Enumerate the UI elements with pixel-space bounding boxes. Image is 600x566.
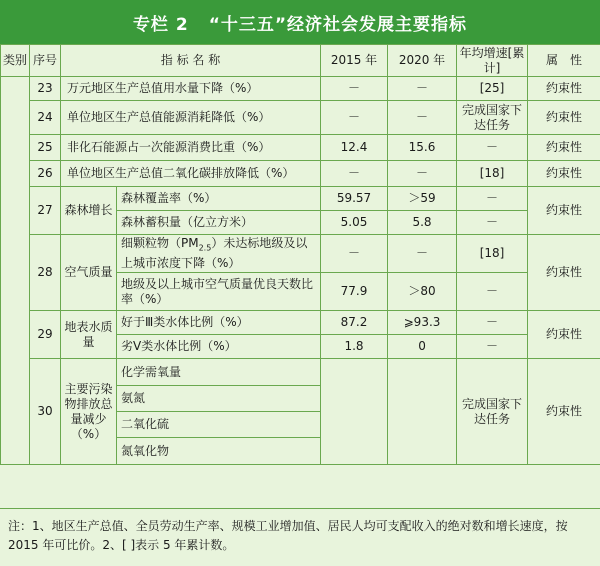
attr-cell: 约束性 — [528, 187, 600, 235]
header-attr: 属 性 — [528, 45, 600, 77]
table-row — [1, 161, 600, 187]
attr-cell: 约束性 — [528, 359, 600, 465]
growth-cell: － — [457, 187, 528, 211]
header-name: 指 标 名 称 — [61, 45, 321, 77]
growth-cell: － — [457, 311, 528, 335]
indicator-name: 氨氮 — [117, 386, 321, 412]
value-2020: － — [388, 235, 457, 273]
growth-cell: 完成国家下达任务 — [457, 101, 528, 135]
value-2015: － — [321, 101, 388, 135]
group-label: 空气质量 — [61, 235, 117, 311]
table-row — [1, 359, 600, 386]
attr-cell: 约束性 — [528, 77, 600, 101]
indicator-name: 森林蓄积量（亿立方米） — [117, 211, 321, 235]
growth-cell: [25] — [457, 77, 528, 101]
indicator-table — [0, 44, 600, 465]
value-2020: ＞80 — [388, 273, 457, 311]
table-row — [1, 187, 600, 211]
attr-cell: 约束性 — [528, 101, 600, 135]
growth-cell: － — [457, 335, 528, 359]
seq-cell: 28 — [30, 235, 61, 311]
value-2015: － — [321, 235, 388, 273]
value-2020: － — [388, 161, 457, 187]
page-title — [0, 0, 600, 44]
name-part: 细颗粒物（PM — [121, 236, 199, 251]
value-2020: ＞59 — [388, 187, 457, 211]
footnote: 注：1、地区生产总值、全员劳动生产率、规模工业增加值、居民人均可支配收入的绝对数和增长速度，按 2015 年可比价。2、[ ]表示 5 年累计数。 — [0, 508, 600, 566]
indicator-name: 二氧化硫 — [117, 412, 321, 438]
table-row — [1, 135, 600, 161]
title-main: “十三五”经济社会发展主要指标 — [208, 14, 468, 35]
growth-cell: － — [457, 273, 528, 311]
seq-cell: 26 — [30, 161, 61, 187]
indicator-name: 万元地区生产总值用水量下降（%） — [61, 77, 321, 101]
header-category: 类别 — [1, 45, 30, 77]
value-2015: 87.2 — [321, 311, 388, 335]
table-row — [1, 101, 600, 135]
indicator-name: 好于Ⅲ类水体比例（%） — [117, 311, 321, 335]
seq-cell: 27 — [30, 187, 61, 235]
indicator-name: 单位地区生产总值二氧化碳排放降低（%） — [61, 161, 321, 187]
indicator-name: 地级及以上城市空气质量优良天数比率（%） — [117, 273, 321, 311]
value-2015: 77.9 — [321, 273, 388, 311]
category-cell — [1, 77, 30, 465]
value-2015: 59.57 — [321, 187, 388, 211]
growth-cell: － — [457, 211, 528, 235]
table-row — [1, 311, 600, 335]
value-2020: 15.6 — [388, 135, 457, 161]
attr-cell: 约束性 — [528, 311, 600, 359]
value-2015 — [321, 359, 388, 465]
value-2015: 1.8 — [321, 335, 388, 359]
growth-cell: － — [457, 135, 528, 161]
growth-cell: 完成国家下达任务 — [457, 359, 528, 465]
header-2015: 2015 年 — [321, 45, 388, 77]
value-2015: － — [321, 77, 388, 101]
attr-cell: 约束性 — [528, 235, 600, 311]
group-label: 地表水质量 — [61, 311, 117, 359]
title-prefix: 专栏 2 — [132, 14, 189, 35]
value-2015: － — [321, 161, 388, 187]
seq-cell: 29 — [30, 311, 61, 359]
indicator-name: 单位地区生产总值能源消耗降低（%） — [61, 101, 321, 135]
value-2020: 5.8 — [388, 211, 457, 235]
table-row — [1, 235, 600, 273]
group-label: 森林增长 — [61, 187, 117, 235]
header-2020: 2020 年 — [388, 45, 457, 77]
header-row — [1, 45, 600, 77]
seq-cell: 30 — [30, 359, 61, 465]
growth-cell: [18] — [457, 235, 528, 273]
indicator-name: 氮氧化物 — [117, 438, 321, 465]
table-row — [1, 77, 600, 101]
value-2015: 5.05 — [321, 211, 388, 235]
seq-cell: 24 — [30, 101, 61, 135]
value-2020: － — [388, 77, 457, 101]
group-label: 主要污染物排放总量减少（%） — [61, 359, 117, 465]
value-2020: ⩾93.3 — [388, 311, 457, 335]
value-2020 — [388, 359, 457, 465]
indicator-name: 非化石能源占一次能源消费比重（%） — [61, 135, 321, 161]
header-growth: 年均增速[累计] — [457, 45, 528, 77]
name-part: ）未达标地级及以上城市浓度下降（%） — [121, 236, 308, 270]
indicator-name: 化学需氧量 — [117, 359, 321, 386]
name-subscript: 2.5 — [198, 243, 212, 253]
growth-cell: [18] — [457, 161, 528, 187]
attr-cell: 约束性 — [528, 161, 600, 187]
indicator-name: 劣Ⅴ类水体比例（%） — [117, 335, 321, 359]
seq-cell: 23 — [30, 77, 61, 101]
indicator-name — [117, 235, 321, 273]
attr-cell: 约束性 — [528, 135, 600, 161]
header-seq: 序号 — [30, 45, 61, 77]
value-2015: 12.4 — [321, 135, 388, 161]
value-2020: 0 — [388, 335, 457, 359]
seq-cell: 25 — [30, 135, 61, 161]
indicator-name: 森林覆盖率（%） — [117, 187, 321, 211]
value-2020: － — [388, 101, 457, 135]
